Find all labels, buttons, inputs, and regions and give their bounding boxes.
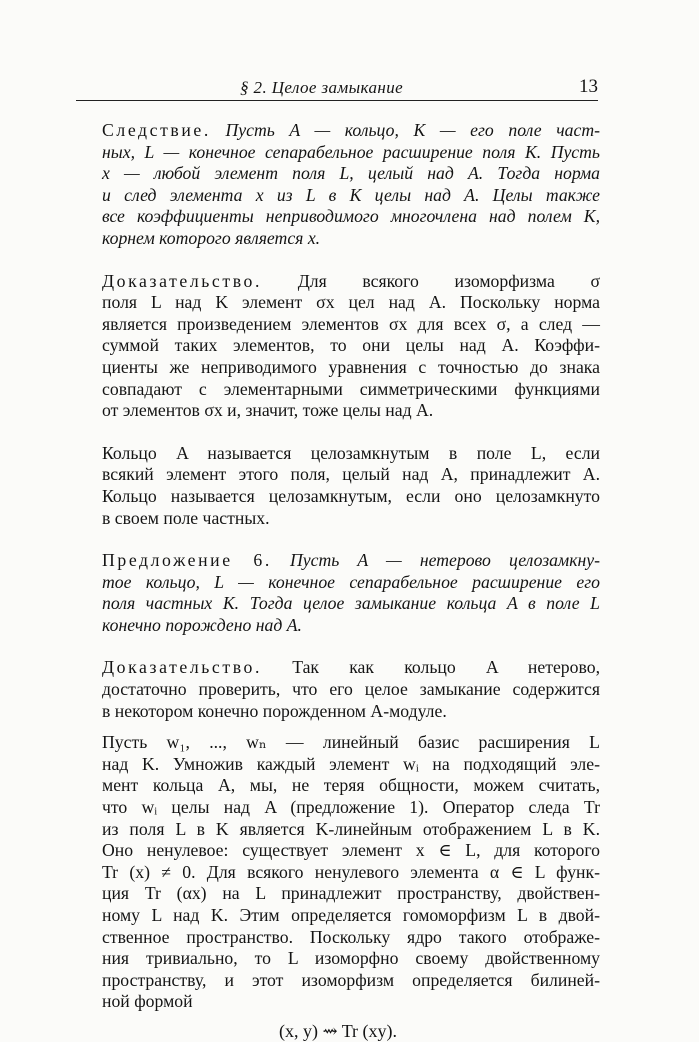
text-line: суммой таких элементов, то они целы над A. Коэффи- xyxy=(102,335,600,356)
proof-term: Доказательство. xyxy=(102,657,263,678)
proposition-paragraph xyxy=(76,550,600,636)
text-line: циенты же неприводимого уравнения с точностью до знака xyxy=(102,356,600,377)
text-line: конечно порождено над A. xyxy=(102,614,302,635)
text-line: Доказательство. Для всякого изоморфизма σ xyxy=(102,270,601,291)
text-line: мент кольца A, мы, не теряя общности, можем считать, xyxy=(102,775,600,796)
proposition-term: Предложение 6. xyxy=(102,550,272,571)
proof-term: Доказательство. xyxy=(102,270,263,291)
text-line: и след элемента x из L в K целы над A. Целы также xyxy=(102,184,600,205)
text-line: Предложение 6. Пусть A — нетерово целозамкну- xyxy=(102,550,601,571)
text-line: в своем поле частных. xyxy=(102,507,270,528)
corollary-term: Следствие. xyxy=(102,120,211,140)
text-line: Tr (x) ≠ 0. Для всякого ненулевого элемента α ∈ L функ- xyxy=(102,861,600,882)
text-line: ственное пространство. Поскольку ядро такого отображе- xyxy=(102,926,600,947)
trace-form-formula: (x, y) ⇝ Tr (xy). xyxy=(278,1020,398,1041)
text-line: пространству, и этот изоморфизм определяется билиней- xyxy=(102,969,600,990)
text-line: Оно ненулевое: существует элемент x ∈ L, для которого xyxy=(102,840,600,861)
text-line: Пусть w₁, ..., wₙ — линейный базис расширения L xyxy=(102,732,600,753)
corollary-paragraph xyxy=(76,120,600,250)
text-line: поля частных K. Тогда целое замыкание кольца A в поле L xyxy=(102,593,600,614)
running-header xyxy=(76,74,598,101)
text-line: достаточно проверить, что его целое замыкание содержится xyxy=(102,679,600,700)
text-line: тое кольцо, L — конечное сепарабельное расширение его xyxy=(102,571,600,592)
proof-paragraph-1 xyxy=(76,271,600,422)
text-line: поля L над K элемент σx цел над A. Поскольку норма xyxy=(102,292,600,313)
page-number: 13 xyxy=(579,76,598,97)
text-line: от элементов σx и, значит, тоже целы над A. xyxy=(102,400,434,421)
section-title: § 2. Целое замыкание xyxy=(240,78,404,97)
text-line: x — любой элемент поля L, целый над A. Тогда норма xyxy=(102,163,600,184)
text-line: является произведением элементов σx для всех σ, а след — xyxy=(102,313,600,334)
definition-paragraph xyxy=(76,443,600,529)
text-line: Следствие. Пусть A — кольцо, K — его поле част- xyxy=(102,120,601,140)
page-body xyxy=(76,120,600,1042)
text-line: из поля L в K является K-линейным отображением L в K. xyxy=(102,818,600,839)
text-line: Доказательство. Так как кольцо A нетерово, xyxy=(102,657,600,678)
basis-paragraph xyxy=(76,732,600,1013)
text-line: ной формой xyxy=(102,991,193,1012)
text-line: Кольцо называется целозамкнутым, если оно целозамкнуто xyxy=(102,485,600,506)
text-line: всякий элемент этого поля, целый над A, принадлежит A. xyxy=(102,464,600,485)
text-line: корнем которого является x. xyxy=(102,227,321,248)
text-line: ния тривиально, то L изоморфно своему двойственному xyxy=(102,948,600,969)
text-line: ных, L — конечное сепарабельное расширение поля K. Пусть xyxy=(102,141,600,162)
text-line: ция Tr (αx) на L принадлежит пространству, двойствен- xyxy=(102,883,600,904)
proof-paragraph-2 xyxy=(76,657,600,722)
text-line: совпадают с элементарными симметрическими функциями xyxy=(102,378,600,399)
text-line: над K. Умножив каждый элемент wᵢ на подходящий эле- xyxy=(102,753,600,774)
text-line: в некотором конечно порожденном A-модуле. xyxy=(102,700,447,721)
text-line: что wᵢ целы над A (предложение 1). Оператор следа Tr xyxy=(102,797,600,818)
text-line: Кольцо A называется целозамкнутым в поле L, если xyxy=(102,442,600,463)
text-line: все коэффициенты неприводимого многочлена над полем K, xyxy=(102,206,600,227)
text-line: ному L над K. Этим определяется гомоморфизм L в двой- xyxy=(102,905,600,925)
